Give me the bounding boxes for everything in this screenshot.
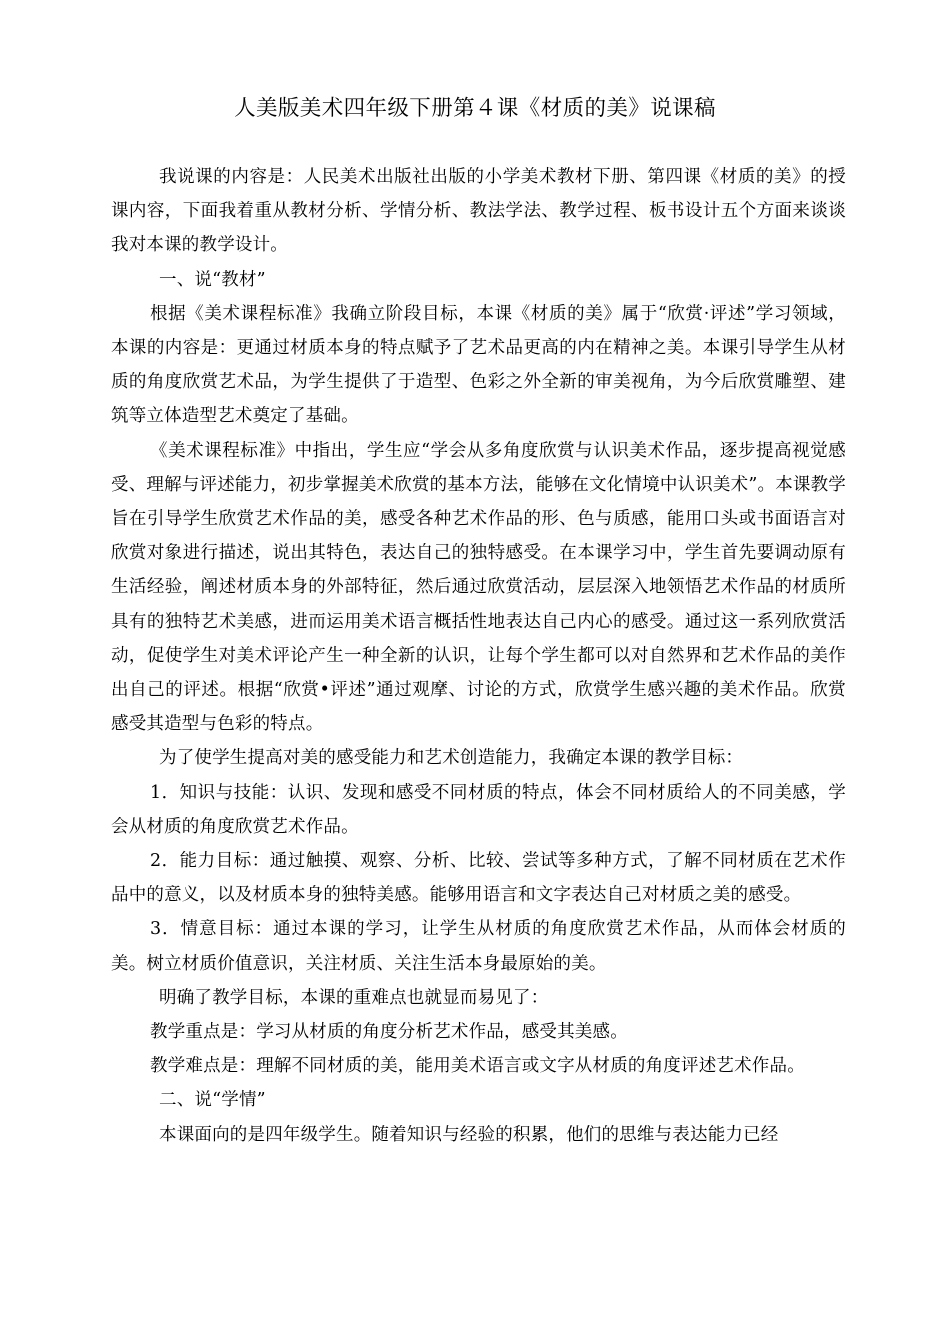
body-paragraph: 明确了教学目标，本课的重难点也就显而易见了： [159, 987, 549, 1008]
body-paragraph: 为了使学生提高对美的感受能力和艺术创造能力，我确定本课的教学目标： [159, 748, 744, 769]
goal-item-emotion: 3．情意目标：通过本课的学习，让学生从材质的角度欣赏艺术作品，从而体会材质的美。树立材质价值意识，关注材质、关注生活本身最原始的美。 [111, 919, 846, 974]
goal-item-ability: 2．能力目标：通过触摸、观察、分析、比较、尝试等多种方式，了解不同材质在艺术作品中的意义，以及材质本身的独特美感。能够用语言和文字表达自己对材质之美的感受。 [111, 851, 846, 906]
body-paragraph: 根据《美术课程标准》我确立阶段目标，本课《材质的美》属于“欣赏·评述”学习领域，本课的内容是：更通过材质本身的特点赋予了艺术品更高的内在精神之美。本课引导学生从材质的角度欣赏艺术品，为学生提供了于造型、色彩之外全新的审美视角，为今后欣赏雕塑、建筑等立体造型艺术奠定了基础。 [111, 303, 846, 427]
document-title: 人美版美术四年级下册第４课《材质的美》说课稿 [234, 96, 716, 121]
section-heading-learners: 二、说“学情” [159, 1090, 266, 1111]
goal-item-knowledge: 1．知识与技能：认识、发现和感受不同材质的特点，体会不同材质给人的不同美感，学会从材质的角度欣赏艺术作品。 [111, 782, 846, 837]
difficult-point: 教学难点是：理解不同材质的美，能用美术语言或文字从材质的角度评述艺术作品。 [150, 1056, 805, 1077]
section-heading-textbook: 一、说“教材” [159, 269, 266, 290]
intro-paragraph: 我说课的内容是：人民美术出版社出版的小学美术教材下册、第四课《材质的美》的授课内容，下面我着重从教材分析、学情分析、教法学法、教学过程、板书设计五个方面来谈谈我对本课的教学设计。 [111, 167, 846, 256]
key-point: 教学重点是：学习从材质的角度分析艺术作品，感受其美感。 [150, 1022, 628, 1043]
body-paragraph: 《美术课程标准》中指出，学生应“学会从多角度欣赏与认识美术作品，逐步提高视觉感受、理解与评述能力，初步掌握美术欣赏的基本方法，能够在文化情境中认识美术”。本课教学旨在引导学生欣赏艺术作品的美，感受各种艺术作品的形、色与质感，能用口头或书面语言对欣赏对象进行描述，说出其特色，表达自己的独特感受。在本课学习中，学生首先要调动原有生活经验，阐述材质本身的外部特征，然后通过欣赏活动，层层深入地领悟艺术作品的材质所具有的独特艺术美感，进而运用美术语言概括性地表达自己内心的感受。通过这一系列欣赏活动，促使学生对美术评论产生一种全新的认识，让每个学生都可以对自然界和艺术作品的美作出自己的评述。根据“欣赏•评述”通过观摩、讨论的方式，欣赏学生感兴趣的美术作品。欣赏感受其造型与色彩的特点。 [111, 440, 846, 735]
document-body [111, 160, 846, 1152]
body-paragraph: 本课面向的是四年级学生。随着知识与经验的积累，他们的思维与表达能力已经 [159, 1124, 779, 1145]
